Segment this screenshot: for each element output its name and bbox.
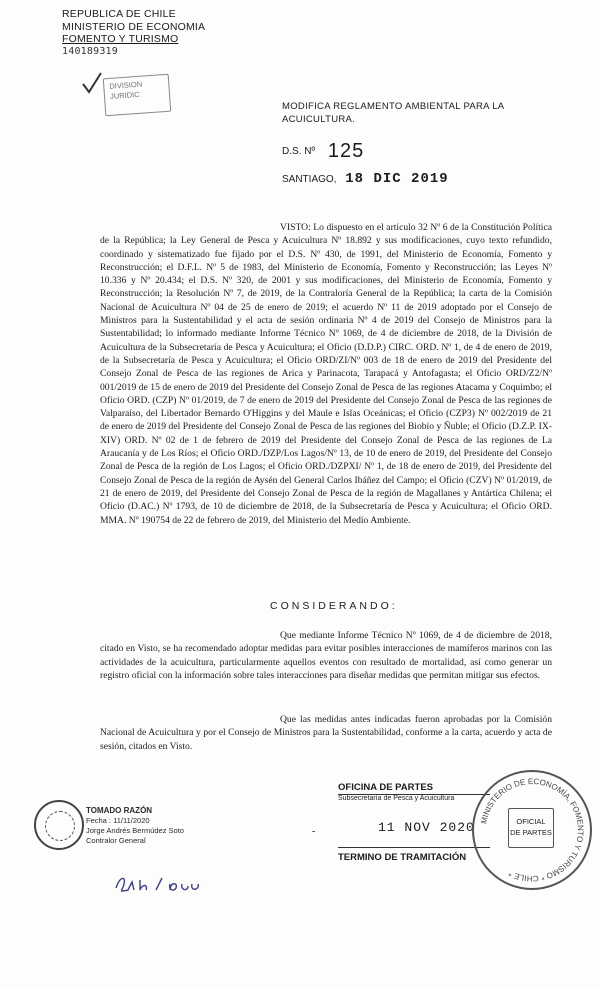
stamp-line: JURIDIC [109, 89, 140, 101]
decree-value: 125 [327, 140, 365, 162]
check-mark-icon [80, 70, 104, 96]
tomado-razon-title: TOMADO RAZÓN [86, 806, 153, 815]
letterhead [62, 8, 205, 58]
oficina-de-partes-stamp [338, 782, 490, 863]
fecha-label: Fecha : [86, 816, 112, 825]
date-stamp: 18 DIC 2019 [345, 171, 449, 187]
contralor-name: Jorge Andrés Bermúdez Soto [86, 826, 184, 835]
letterhead-ministry-sub: FOMENTO Y TURISMO [62, 33, 179, 45]
tomado-razon-fecha [86, 816, 184, 826]
considerando-paragraph-1: Que mediante Informe Técnico Nº 1069, de 4 de diciembre de 2018, citado en Visto, se ha recomendado adoptar medidas para evitar posibles interacciones de mamíferos marinos con las actividades de la acuicultura, particularmente aquellos eventos con resultado de mortalidad, así como generar un registro oficial con la información sobre tales interacciones para diseñar medidas que permitan mitigar sus efectos. [100, 630, 552, 681]
document-title: MODIFICA REGLAMENTO AMBIENTAL PARA LA ACUICULTURA. [282, 101, 504, 125]
fecha-value: 11/11/2020 [113, 816, 150, 825]
round-stamp-center [508, 808, 554, 848]
oficina-title: OFICINA DE PARTES [338, 782, 490, 795]
oficina-subtitle: Subsecretaría de Pesca y Acuicultura [338, 795, 455, 802]
contraloria-seal-icon [34, 800, 84, 850]
decree-date [282, 171, 449, 187]
considerando-heading: CONSIDERANDO: [270, 600, 398, 612]
round-stamp-line: DE PARTES [510, 828, 552, 837]
tomado-razon-stamp [86, 806, 184, 846]
handwritten-number: 140189319 [62, 45, 118, 57]
round-stamp-line: OFICIAL [516, 817, 546, 826]
decree-number [282, 140, 364, 163]
letterhead-ministry: MINISTERIO DE ECONOMIA [62, 20, 206, 33]
termino-tramitacion: TERMINO DE TRAMITACIÓN [338, 847, 490, 863]
place-label: SANTIAGO, [282, 174, 337, 185]
visto-paragraph: VISTO: Lo dispuesto en el artículo 32 Nº 6 de la Constitución Política de la República; la Ley General de Pesca y Acuicultura Nº 18.892 y sus modificaciones, cuyo texto refundido, coordinado y sistematizado fue fijado por el D.S. Nº 430, de 1991, del Ministerio de Economía, Fomento y Reconstrucción; el D.F.L. Nº 5 de 1983, del Ministerio de Economía, Fomento y Reconstrucción; las Leyes Nº 10.336 y Nº 20.434; el D.S. Nº 320, de 2001 y sus modificaciones, del Ministerio de Economía, Fomento y Reconstrucción; la Resolución Nº 7, de 2019, de la Contraloría General de la República; la carta de la Comisión Nacional de Acuicultura Nº 04 de 25 de enero de 2019; el acuerdo Nº 11 de 2019 adoptado por el Consejo de Ministros para la Sustentabilidad y el acta de sesión ordinaria Nº 4 de 2019 del Consejo de Ministros para la Sustentabilidad; lo informado mediante Informe Técnico Nº 1069, de 4 de diciembre de 2018, de la División de Acuicultura de la Subsecretaría de Pesca y Acuicultura; el Oficio (D.D.P.) CIRC. ORD. Nº 1, de 4 de enero de 2019, de la Subsecretaría de Pesca y Acuicultura; el Oficio ORD/ZI/Nº 003 de 18 de enero de 2019 del Presidente del Consejo Zonal de Pesca de las regiones de Arica y Parinacota, Tarapacá y Antofagasta; el Oficio ORD/Z2/Nº 001/2019 de 15 de enero de 2019 del Presidente del Consejo Zonal de Pesca de las regiones Atacama y Coquimbo; el Oficio ORD. (CZP) Nº 01/2019, de 7 de enero de 2019 del Presidente del Consejo Zonal de Pesca de las regiones de Valparaíso, del Libertador Bernardo O'Higgins y del Maule e Islas Oceánicas; el Oficio (CZP3) Nº 002/2019 de 21 de enero de 2019 del Presidente del Consejo Zonal de Pesca de las regiones del Biobío y Ñuble; el Oficio (D.Z.P. IX-XIV) ORD. Nº 02 de 1 de febrero de 2019 del Presidente del Consejo Zonal de Pesca de las regiones de La Araucanía y de Los Ríos; el Oficio ORD./DZP/Los Lagos/Nº 13, de 10 de enero de 2019, del Presidente del Consejo Zonal de Pesca de la región de Los Lagos; el Oficio ORD./DZPXI/ Nº 1, de 18 de enero de 2019, del Presidente del Consejo Zonal de Pesca de la región de Aysén del General Carlos Ibáñez del Campo; el Oficio (CZV) Nº 01/2019, de 21 de enero de 2019, del Presidente del Consejo Zonal de Pesca de la región de Magallanes y Antártica Chilena; el Oficio (D.AC.) Nº 1793, de 10 de diciembre de 2018, de la Subsecretaría de Pesca y Acuicultura; el Oficio ORD. MMA. Nº 190754 de 22 de febrero de 2019, del Ministerio del Medio Ambiente. [100, 222, 552, 526]
contralor-role: Contralor General [86, 836, 146, 845]
considerando-paragraph-2: Que las medidas antes indicadas fueron aprobadas por la Comisión Nacional de Acuicultura y por el Consejo de Ministros para la Sustentabilidad, conforme a la carta, acuerdo y acta de sesión, citados en Visto. [100, 714, 552, 752]
letterhead-republic: REPUBLICA DE CHILE [62, 8, 176, 20]
handwritten-signature [112, 870, 204, 896]
stamp-line: DIVISION [109, 79, 143, 91]
ministry-round-stamp [472, 770, 592, 890]
division-juridica-stamp [103, 74, 171, 117]
dash-mark: - [312, 826, 316, 837]
ring-text: MINISTERIO DE ECONOMÍA, FOMENTO Y TURISMO * CHILE * [479, 776, 586, 884]
decree-label: D.S. Nº [282, 146, 316, 157]
oficina-date: 11 NOV 2020 [378, 820, 475, 835]
